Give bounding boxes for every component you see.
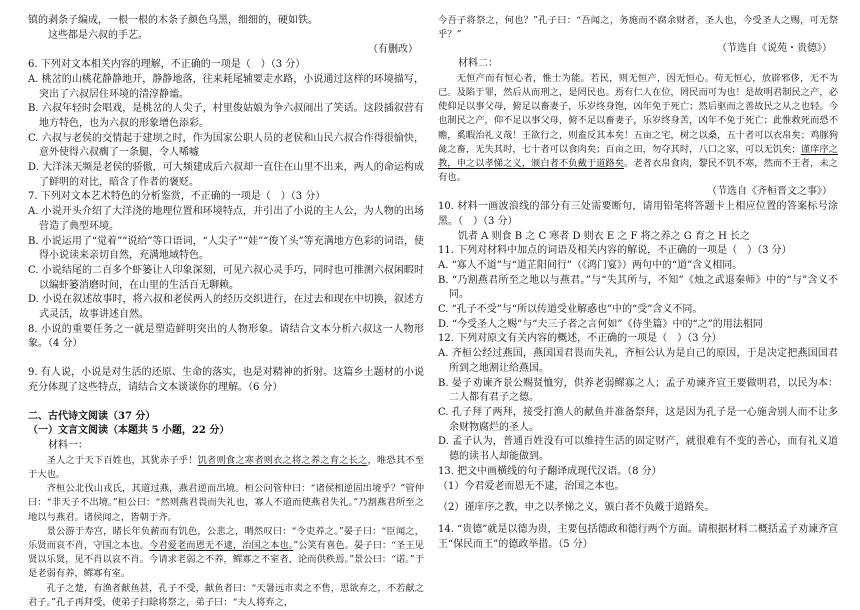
question-10: 10. 材料一画波浪线的部分有三处需要断句，请用铅笔将答题卡上相应位置的答案标号涂黑。（ ）（3 分） (438, 201, 838, 227)
left-column (28, 14, 424, 610)
subsection-1-heading: （一）文言文阅读（本题共 5 小题，22 分） (28, 425, 230, 437)
story-ending: 镇的剥条子编成，一根一根的木条子颜色乌黑，细细的，硬如铁。 (28, 15, 318, 26)
question-7: 7. 下列对文本艺术特色的分析鉴赏，不正确的一项是（ ）（3 分） (28, 191, 326, 203)
question-8: 8. 小说的重要任务之一就是塑造鲜明突出的人物形象。请结合文本分析六叔这一人物形象。（4 分） (28, 323, 424, 350)
story-source: （有删改） (368, 44, 418, 56)
question-11-option-b: B. “乃割燕君所至之地以与燕君。”与“失其所与，不知”《烛之武退秦师》中的“与”含义不同。 (438, 274, 838, 301)
question-12-option-b: B. 晏子劝谏齐景公赐贤恤穷，供养老弱鳏寡之人；孟子劝谏齐宣王要做明君，以民为本：二人都有君子之德。 (438, 377, 838, 404)
question-11-option-a: A. “寡人不道”与“道芷阳间行”（《鸿门宴》）两句中的“道”含义相同。 (438, 259, 743, 271)
question-13-part-2: （2）谨庠序之教，申之以孝悌之义，颁白者不负戴于道路矣。 (438, 502, 715, 514)
underlined-sentence-2: 谨庠序之教，申之以孝悌之义，颁白者不负戴于道路矣 (438, 143, 838, 170)
question-12-option-a: A. 齐桓公经过燕国，燕国国君畏而失礼，齐桓公认为是自己的原因，于是决定把燕国国君所到之地割让给燕国。 (438, 348, 838, 374)
question-7-option-c: C. 小说结尾的二百多个虾篓让人印象深刻，可见六叔心灵手巧，同时也可推测六叔闲暇时以编虾篓消磨时间，在山里的生活百无聊赖。 (28, 264, 424, 291)
question-10-options: 饥者 A 则食 B 之 C 寒者 D 则衣 E 之 F 将之养之 G 育之 H 长之 (458, 230, 751, 242)
material-1-para-4: 孔子之楚，有渔者献鱼甚，孔子不受，献鱼者曰：“天暑远市卖之不售，思欲弃之，不若献之君子。”孔子再拜受，使弟子扫除将祭之，弟子曰：“夫人将弃之， (28, 582, 424, 608)
material-1-label: 材料一： (48, 439, 88, 451)
question-11-option-c: C. “孔子不受”与“所以传道受业解惑也”中的“受”含义不同。 (438, 304, 703, 316)
source-2: （节选自《齐桓晋文之事》） (707, 186, 832, 198)
right-column (438, 14, 838, 552)
story-ending-2: 这些都是六叔的手艺。 (48, 29, 148, 41)
question-12: 12. 下列对原文有关内容的概述，不正确的一项是（ ）（3 分） (438, 333, 722, 345)
question-13: 13. 把文中画横线的句子翻译成现代汉语。（8 分） (438, 465, 662, 477)
question-7-option-b: B. 小说运用了“觉着”“说给”等口语词，“人尖子”“娃”“俊丫头”等充满地方色彩的词语，使得小说读来亲切自然，充满地域特色。 (28, 235, 424, 262)
question-14: 14. “贵德”就是以德为贵，主要包括德政和德行两个方面。请根据材料二概括孟子劝谏齐宣王“保民而王”的德政举措。（5 分） (438, 523, 838, 550)
question-9: 9. 有人说，小说是对生活的还原、生命的落实，也是对精神的折射。这篇乡土题材的小说充分体现了这些特点，请结合文本谈谈你的理解。（6 分） (28, 367, 424, 393)
wavy-underlined-text: 饥者则食之寒者则衣之将之养之育之长之 (197, 454, 368, 466)
material-2-text: 无恒产而有恒心者，惟士为能。若民，则无恒产，因无恒心。苟无恒心，放辟邪侈，无不为已。及陷于罪，然后从而刑之，是罔民也。焉有仁人在位，罔民而可为也！是故明君制民之产，必使仰足以事父母，俯足以畜妻子，乐岁终身饱，凶年免于死亡；然后驱而之善故民之从之也轻。今也制民之产，仰不足以事父母，俯不足以畜妻子，乐岁终身苦，凶年不免于死亡；此惟救死而恐不赡，奚暇治礼义哉！王欲行之，则盍反其本矣！五亩之宅，树之以桑，五十者可以衣帛矣；鸡豚狗彘之畜，无失其时，七十者可以食肉矣；百亩之田，勿夺其时，八口之家，可以无饥矣；谨庠序之教，申之以孝悌之义，颁白者不负戴于道路矣。老者衣帛食肉，黎民不饥不寒，然而不王者，未之有也。 (438, 72, 838, 184)
question-11-option-d: D. “今受圣人之赐”与“夫三子者之言何如”《侍坐篇》中的“之”的用法相同 (438, 318, 763, 330)
question-7-option-d: D. 小说在叙述故事时，将六叔和老侯两人的经历交织进行，在过去和现在中切换，叙述方式灵活，故事讲述自然。 (28, 294, 424, 321)
question-6: 6. 下列对文本相关内容的理解，不正确的一项是（ ）（3 分） (28, 59, 306, 71)
material-1-para-1: 圣人之于天下百姓也，其犹赤子乎！饥者则食之寒者则衣之将之养之育之长之，唯恐其不至于大也。 (28, 454, 424, 480)
question-6-option-b: B. 六叔年轻时会唱戏，是桃岔的人尖子，村里俊姑娘为争六叔闹出了笑话。这段插叙营有地方特色，也为六叔的形象增色添彩。 (28, 103, 424, 129)
material-2-label: 材料二： (458, 58, 498, 70)
question-12-option-c: C. 孔子拜了两拜，接受打渔人的献鱼并准备祭拜，这是因为孔子是一心施舍别人而不让多余财物腐烂的圣人。 (438, 406, 838, 433)
question-12-option-d: D. 孟子认为，普通百姓没有可以维持生活的固定财产，就很难有不变的善心，而有礼义道德的读书人却能做到。 (438, 436, 838, 463)
underlined-sentence-1: 今君爱老而恩无不逮，治国之本也。 (149, 539, 294, 551)
question-6-option-c: C. 六叔与老侯的交情起于建坝之时，作为国家公职人员的老侯和山民六叔合作得很愉快，意外使得六叔瘸了一条腿，令人唏嘘 (28, 132, 424, 159)
question-13-part-1: （1）今君爱老而恩无不逮，治国之本也。 (438, 480, 625, 492)
question-11: 11. 下列对材料中加点的词语及相关内容的解说，不正确的一项是（ ）（3 分） (438, 245, 792, 257)
material-1-continued: 今吾子将祭之，何也？”孔子曰：“吾闻之，务施而不腐余财者，圣人也，今受圣人之赐，可无祭乎？” (438, 15, 838, 41)
question-7-option-a: A. 小说开头介绍了大洋浇的地理位置和环境特点，并引出了小说的主人公，为人物的出场营造了典型环境。 (28, 206, 424, 232)
source-1: （节选自《说苑・贵德》） (717, 43, 832, 55)
question-6-option-d: D. 大洋沫天频是老侯的骄傲，可大频建成后六叔却一直住在山里不出来，两人的命运构成了鲜明的对比，暗含了作者的褒贬。 (28, 162, 424, 188)
question-6-option-a: A. 桃岔的山桃花静静地开，静静地落，往来耗尾辅要走水路，小说通过这样的环境描写，突出了六叔居住环境的清淳静谧。 (28, 73, 424, 100)
section-2-heading: 二、古代诗文阅读（37 分） (28, 410, 156, 422)
material-1-para-2: 齐桓公北伐山戎氏，其道过燕，燕君逆而出境。桓公问管仲曰：“诸侯相逆固出境乎？”管仲曰：“非天子不出境。”桓公曰：“然则燕君畏而失礼也，寡人不道而使燕君失礼。”乃割燕君所至之地以与燕君。诸侯闻之，皆朝于齐。 (28, 483, 424, 523)
material-1-para-3: 景公游于寿宫，睹长年负薪而有饥色，公悲之，喟然叹曰：“令吏养之。”晏子曰：“臣闻之，乐贤而哀不肖，守国之本也。今君爱老而恩无不逮，治国之本也。”公笑有喜色。晏子曰：“圣王见贤以乐贤，见不肖以哀不肖。今请求老弱之不养，鳏寡之不室者，论而供秩焉。”景公曰：“诺。”于是老弱有养，鳏寡有室。 (28, 525, 424, 580)
